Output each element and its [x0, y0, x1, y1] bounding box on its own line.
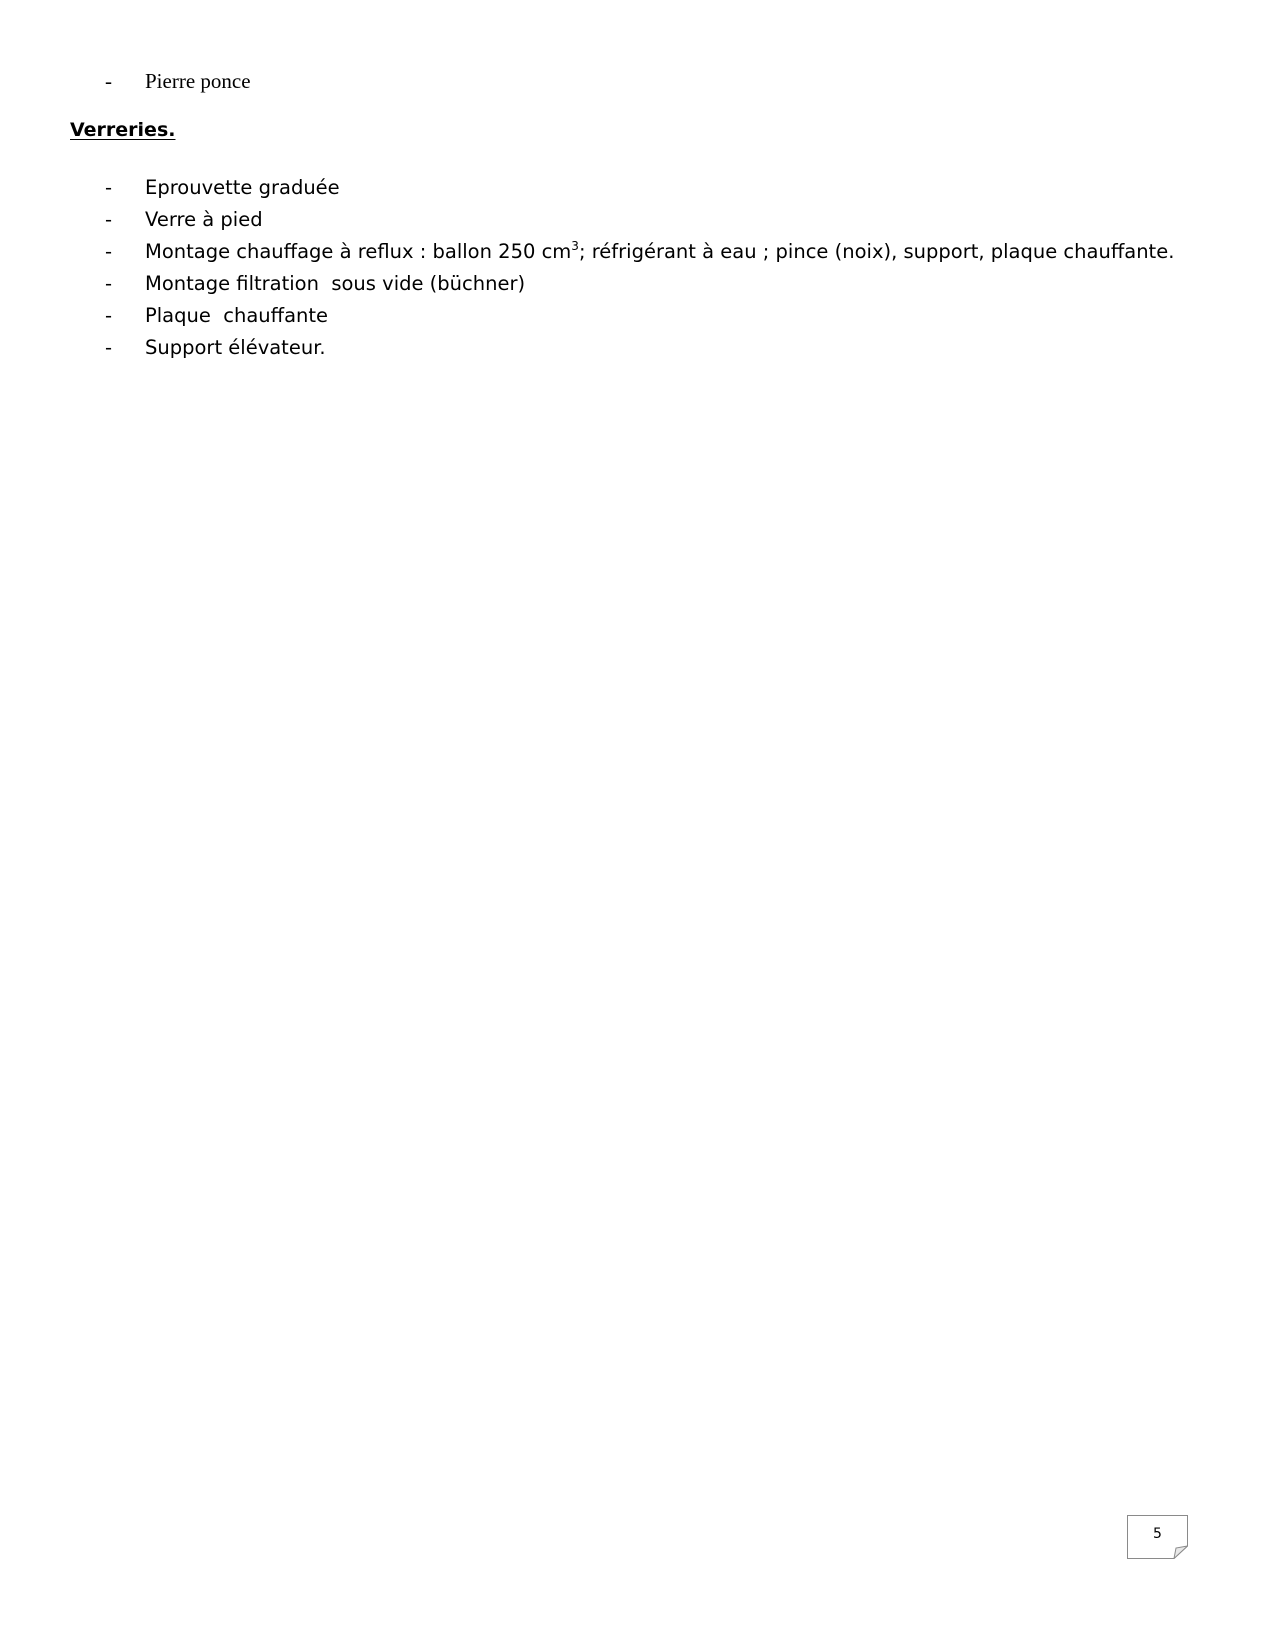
list-item: [105, 236, 1174, 268]
bullet-dash: -: [105, 176, 113, 199]
list-item-text: Montage chauffage à reflux : ballon 250 cm: [145, 240, 572, 263]
list-item-pierre-ponce: [105, 68, 251, 94]
list-item-text: Verre à pied: [145, 208, 263, 231]
list-item: [105, 332, 1174, 364]
list-item: [105, 172, 1174, 204]
page-number: 5: [1153, 1526, 1162, 1542]
bullet-dash: -: [105, 240, 113, 263]
bullet-dash: -: [105, 69, 112, 93]
list-item-text: Montage filtration sous vide (büchner): [145, 272, 526, 295]
list-item-text: Pierre ponce: [145, 69, 251, 93]
list-item: [105, 268, 1174, 300]
list-item-text: Eprouvette graduée: [145, 176, 340, 199]
list-item-text-continued: ; réfrigérant à eau ; pince (noix), support, plaque chauffante.: [578, 240, 1175, 263]
bullet-dash: -: [105, 336, 113, 359]
bullet-dash: -: [105, 272, 113, 295]
page-number-badge: [1127, 1515, 1188, 1559]
list-item-text: Plaque chauffante: [145, 304, 329, 327]
verreries-list: [105, 172, 1174, 364]
bullet-dash: -: [105, 304, 113, 327]
section-heading-verreries: Verreries.: [70, 119, 176, 141]
list-item: [105, 300, 1174, 332]
bullet-dash: -: [105, 208, 113, 231]
list-item: [105, 204, 1174, 236]
list-item-text: Support élévateur.: [145, 336, 326, 359]
superscript-exponent: 3: [571, 239, 579, 253]
